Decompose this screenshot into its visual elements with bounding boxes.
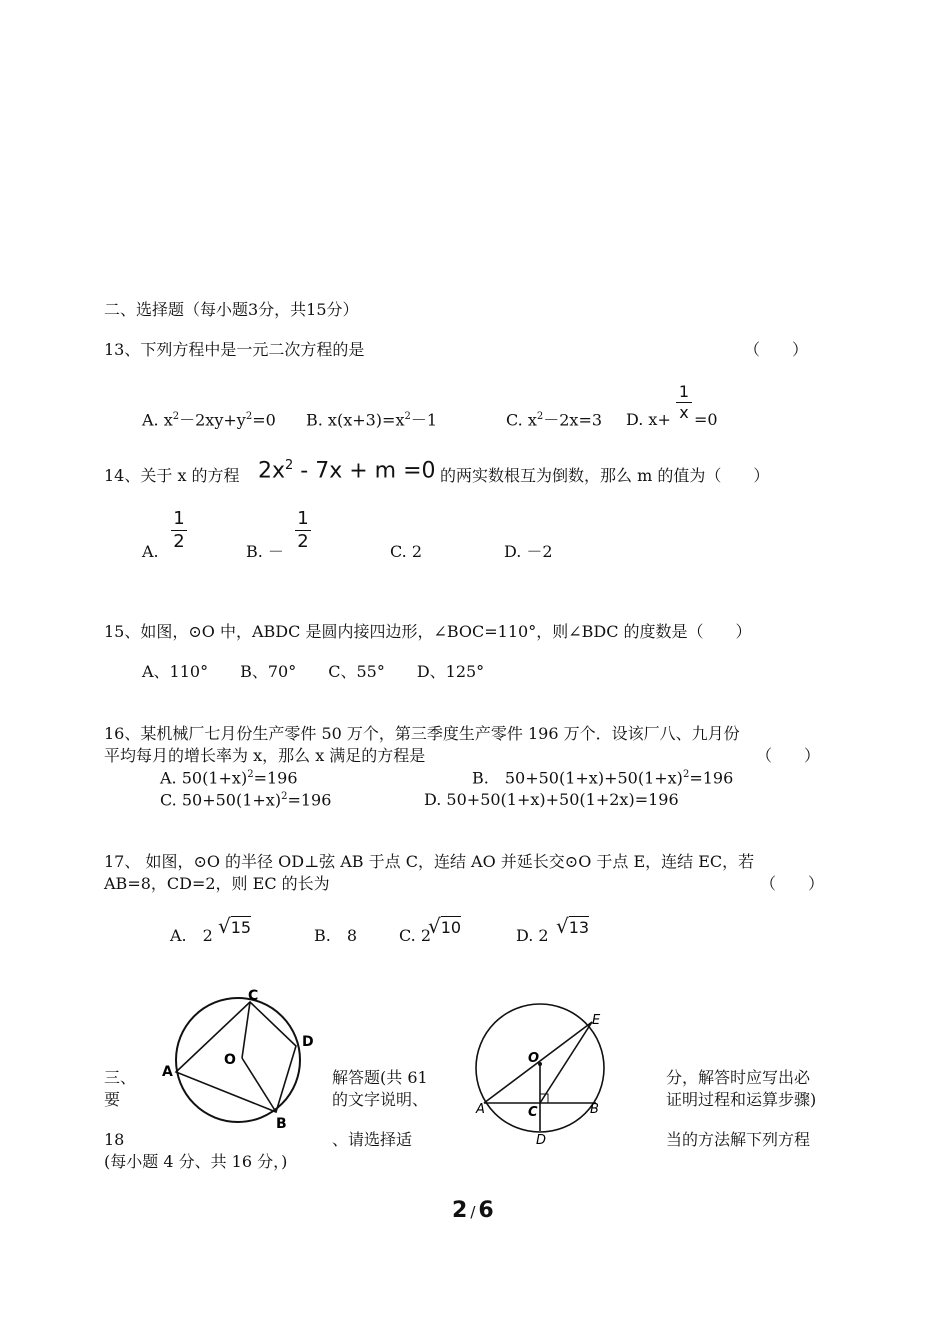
page-separator: / [470, 1203, 476, 1221]
q17-option-a-radical: √15 [218, 914, 252, 938]
q16-option-c: C. $50+50(1+x)^2=196$ [160, 790, 332, 810]
question-17-line-1: 17、 如图，⊙O 的半径 OD⊥弦 AB 于点 C，连结 AO 并延长交⊙O 于点 E，连结 EC，若 [104, 852, 755, 871]
section3-text-1: 三、 [104, 1068, 137, 1087]
q14-option-d: D. －2 [504, 542, 553, 561]
label-b: B [590, 1102, 599, 1117]
question-13-stem: 13、下列方程中是一元二次方程的是 [104, 340, 365, 359]
label-c: C [528, 1105, 538, 1120]
figure-inscribed-quadrilateral [150, 982, 330, 1132]
section3-text-5: 分，解答时应写出必 [666, 1068, 811, 1087]
question-18-text-right: 当的方法解下列方程 [666, 1130, 811, 1149]
question-18-number: 18 [104, 1130, 125, 1149]
label-e: E [592, 1013, 601, 1028]
label-a: A [162, 1064, 173, 1080]
q13-option-d-suffix: =0 [694, 410, 718, 429]
label-d: D [536, 1133, 547, 1148]
section3-text-2: 要 [104, 1090, 121, 1109]
question-17-line-2: AB=8，CD=2，则 EC 的长为 [104, 874, 330, 893]
q14-option-c: C. 2 [390, 542, 423, 561]
total-pages: 6 [478, 1198, 494, 1223]
segment-ec [540, 1022, 592, 1103]
label-a: A [476, 1102, 485, 1117]
label-c: C [248, 988, 259, 1004]
q16-option-d: D. 50+50(1+x)+50(1+2x)=196 [424, 790, 679, 809]
q16-option-a: A. $50(1+x)^2=196$ [160, 768, 298, 788]
question-14-stem-suffix: 的两实数根互为倒数，那么 m 的值为（ ） [440, 466, 770, 485]
q14-equation: $2x^2 - 7x + m =0$ [258, 458, 436, 484]
section-heading: 二、选择题（每小题3分，共15分） [104, 300, 359, 319]
q17-option-d-label: D. 2 [516, 926, 549, 945]
figure-perpendicular-radius [466, 1000, 626, 1150]
question-18-note: (每小题 4 分、共 16 分，) [104, 1152, 288, 1171]
q13-option-c: C. $x^2-2x=3$ [506, 410, 603, 430]
q17-option-c-label: C. 2 [399, 926, 432, 945]
section3-text-6: 证明过程和运算步骤) [666, 1090, 817, 1109]
q14-option-b-fraction: 1 2 [295, 510, 311, 551]
label-o: O [224, 1052, 236, 1068]
label-b: B [276, 1116, 287, 1132]
question-14-stem-prefix: 14、关于 x 的方程 [104, 466, 240, 485]
q17-option-b: B. 8 [314, 926, 358, 945]
circle-outline [176, 998, 300, 1122]
answer-paren: （ ） [760, 874, 825, 893]
question-18-text-mid: 、请选择适 [332, 1130, 413, 1149]
q13-option-a: A. $x^2-2xy+y^2=0$ [142, 410, 276, 430]
q14-option-a-fraction: 1 2 [171, 510, 187, 551]
q17-option-a-label: A. 2 [170, 926, 213, 945]
page-indicator [452, 1198, 494, 1223]
quadrilateral-abdc [176, 1002, 296, 1112]
q17-option-d-radical: √13 [556, 914, 590, 938]
label-o: O [528, 1051, 540, 1066]
q13-option-b: B. $x(x+3)=x^2-1$ [306, 410, 438, 430]
answer-paren: （ ） [744, 340, 809, 359]
q13-option-d-fraction: 1 x [676, 384, 692, 421]
section3-text-3: 解答题(共 61 [332, 1068, 428, 1087]
answer-paren: （ ） [756, 746, 821, 765]
question-16-line-2: 平均每月的增长率为 x，那么 x 满足的方程是 [104, 746, 426, 765]
segment-ob [242, 1058, 276, 1112]
q15-options: A、110° B、70° C、55° D、125° [142, 662, 485, 681]
segment-oc [242, 1002, 250, 1058]
question-15-stem: 15、如图，⊙O 中，ABDC 是圆内接四边形，∠BOC=110°，则∠BDC 的度数是（ ） [104, 622, 752, 641]
q14-option-b-label: B. － [246, 542, 284, 561]
current-page: 2 [452, 1198, 468, 1223]
q17-option-c-radical: √10 [428, 914, 462, 938]
label-d: D [302, 1034, 314, 1050]
section3-text-4: 的文字说明、 [332, 1090, 429, 1109]
q13-option-d-prefix: D. x+ [626, 410, 671, 429]
q14-option-a-label: A. [142, 542, 159, 561]
q16-option-b: B. $50+50(1+x)+50(1+x)^2=196$ [472, 768, 734, 788]
question-16-line-1: 16、某机械厂七月份生产零件 50 万个，第三季度生产零件 196 万个．设该厂八、九月份 [104, 724, 740, 743]
